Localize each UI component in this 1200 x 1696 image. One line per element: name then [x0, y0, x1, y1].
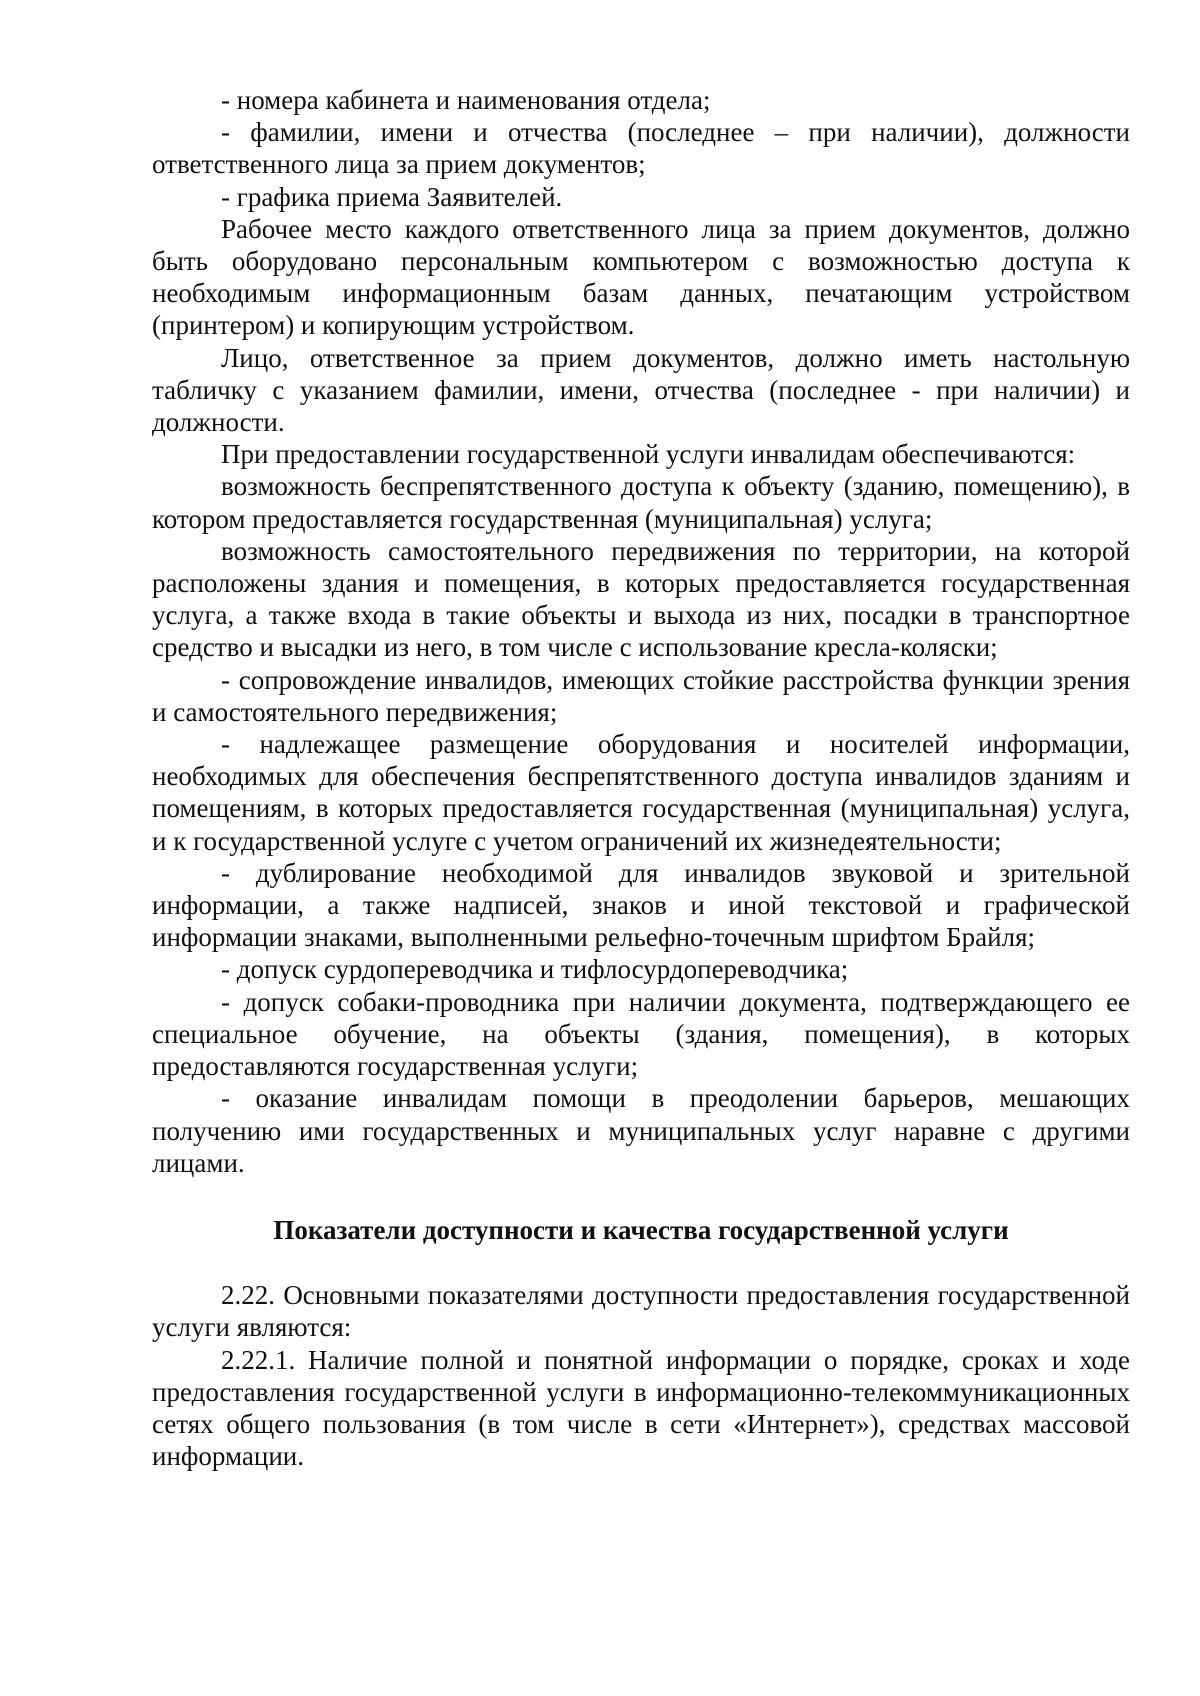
paragraph-braille: - дублирование необходимой для инвалидов звуковой и зрительной информации, а также надписей, знаков и иной текстовой и графической информации знаками, выполненными рельефно-точечным шрифтом Брайля;	[152, 857, 1130, 953]
section-heading: Показатели доступности и качества государственной услуги	[273, 1214, 1009, 1245]
paragraph-escort: - сопровождение инвалидов, имеющих стойкие расстройства функции зрения и самостоятельного передвижения;	[152, 664, 1130, 727]
document-page	[152, 84, 1130, 1472]
paragraph-barriers: - оказание инвалидам помощи в преодолении барьеров, мешающих получению ими государственных и муниципальных услуг наравне с другими лицами.	[152, 1083, 1130, 1178]
paragraph-2-22-1: 2.22.1. Наличие полной и понятной информации о порядке, сроках и ходе предоставления государственной услуги в информационно-телекоммуникационных сетях общего пользования (в том числе в сети «Интернет»), средствах массовой информации.	[152, 1344, 1130, 1472]
paragraph-guide-dog: - допуск собаки-проводника при наличии документа, подтверждающего ее специальное обучение, на объекты (здания, помещения), в которых предоставляются государственная услуги;	[152, 986, 1130, 1082]
paragraph-schedule: - графика приема Заявителей.	[221, 181, 563, 212]
paragraph-equipment-placement: - надлежащее размещение оборудования и носителей информации, необходимых для обеспечения беспрепятственного доступа инвалидов зданиям и помещениям, в которых предоставляется государственная (муниципальная) услуга, и к государственной услуге с учетом ограничений их жизнедеятельности;	[152, 729, 1130, 856]
paragraph-responsible-person: - фамилии, имени и отчества (последнее – при наличии), должности ответственного лица за прием документов;	[152, 117, 1130, 180]
paragraph-nameplate: Лицо, ответственное за прием документов, должно иметь настольную табличку с указанием фамилии, имени, отчества (последнее - при наличии) и должности.	[152, 342, 1130, 438]
paragraph-office-number: - номера кабинета и наименования отдела;	[221, 85, 711, 115]
paragraph-sign-interpreter: - допуск сурдопереводчика и тифлосурдопереводчика;	[221, 954, 849, 985]
paragraph-access-object: возможность беспрепятственного доступа к объекту (зданию, помещению), в котором предоставляется государственная (муниципальная) услуга;	[152, 471, 1130, 534]
paragraph-disabled-provision: При предоставлении государственной услуги инвалидам обеспечиваются:	[221, 439, 1076, 470]
paragraph-movement: возможность самостоятельного передвижения по территории, на которой расположены здания и помещения, в которых предоставляется государственная услуга, а также входа в такие объекты и выхода из них, посадки в транспортное средство и высадки из него, в том числе с использование кресла-коляски;	[152, 535, 1130, 663]
paragraph-workplace: Рабочее место каждого ответственного лица за прием документов, должно быть оборудовано персональным компьютером с возможностью доступа к необходимым информационным базам данных, печатающим устройством (принтером) и копирующим устройством.	[152, 213, 1130, 341]
paragraph-2-22: 2.22. Основными показателями доступности предоставления государственной услуги являются:	[152, 1280, 1130, 1343]
